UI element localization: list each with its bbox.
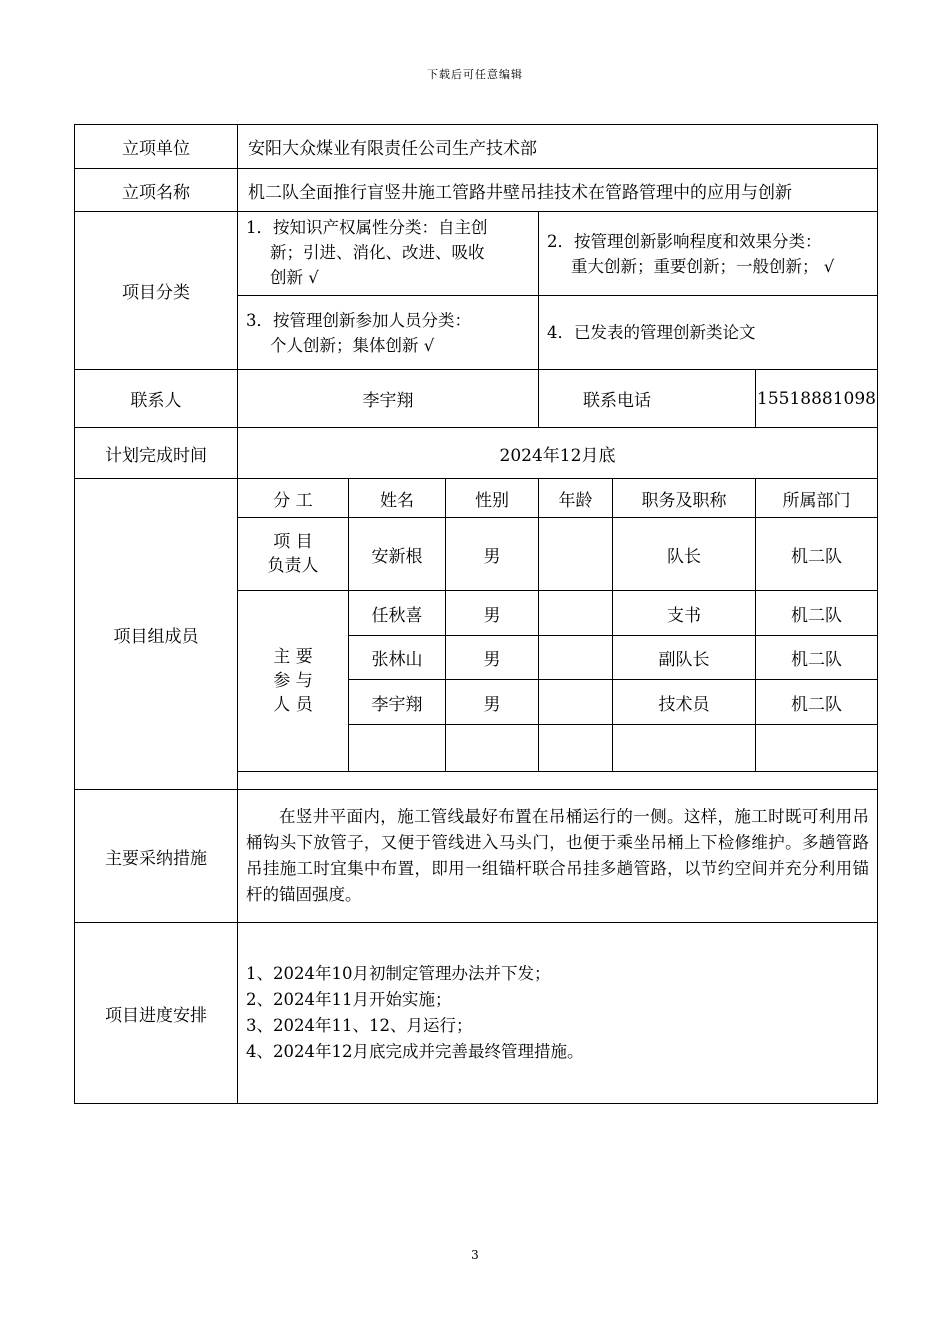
participant-title: 副队长 <box>613 636 756 680</box>
measures-cell <box>238 790 878 923</box>
leader-gender: 男 <box>446 518 539 591</box>
leader-age <box>539 518 613 591</box>
project-form-table <box>74 124 878 1104</box>
header-dept: 所属部门 <box>756 479 878 518</box>
phone-value <box>756 370 878 428</box>
participant-age <box>539 680 613 725</box>
participant-title: 支书 <box>613 591 756 636</box>
phone-label-cell <box>539 370 756 428</box>
members-spacer <box>238 772 878 790</box>
header-name: 姓名 <box>349 479 446 518</box>
leader-role-line1: 项 目 <box>273 532 313 552</box>
participant-gender: 男 <box>446 636 539 680</box>
measures-row <box>75 790 878 923</box>
classification-participants-line1: 3．按管理创新参加人员分类： <box>246 310 471 330</box>
members-label: 项目组成员 <box>75 479 238 790</box>
participant-dept: 机二队 <box>756 680 878 725</box>
name-row <box>75 169 878 212</box>
header-title: 职务及职称 <box>613 479 756 518</box>
leader-role-line2: 负责人 <box>267 556 319 576</box>
participants-role <box>238 591 349 772</box>
unit-value: 安阳大众煤业有限责任公司生产技术部 <box>238 125 878 169</box>
header-age: 年龄 <box>539 479 613 518</box>
participant-title <box>613 725 756 772</box>
header-note: 下载后可任意编辑 <box>427 68 523 81</box>
participants-role-line2: 参 与 <box>273 671 313 691</box>
participant-title: 技术员 <box>613 680 756 725</box>
schedule-row <box>75 923 878 1104</box>
classification-row-1 <box>75 212 878 296</box>
classification-papers <box>539 296 878 370</box>
participant-age <box>539 636 613 680</box>
phone-label: 联系电话 <box>583 391 651 411</box>
participant-name: 任秋喜 <box>349 591 446 636</box>
participant-age <box>539 725 613 772</box>
schedule-item: 2、2024年11月开始实施； <box>246 990 452 1009</box>
classification-impact-line2: 重大创新；重要创新；一般创新； √ <box>571 256 835 276</box>
measures-label: 主要采纳措施 <box>75 790 238 923</box>
leader-dept: 机二队 <box>756 518 878 591</box>
phone-number: 15518881098 <box>757 388 876 409</box>
leader-role <box>238 518 349 591</box>
unit-label: 立项单位 <box>75 125 238 169</box>
contact-row <box>75 370 878 428</box>
participant-name <box>349 725 446 772</box>
classification-ip-line3: 创新 √ <box>270 268 319 287</box>
name-label: 立项名称 <box>75 169 238 212</box>
schedule-cell <box>238 923 878 1104</box>
members-header-row <box>75 479 878 518</box>
classification-participants-line2: 个人创新；集体创新 √ <box>270 335 435 355</box>
header-role: 分 工 <box>238 479 349 518</box>
name-value: 机二队全面推行盲竖井施工管路井壁吊挂技术在管路管理中的应用与创新 <box>238 169 878 212</box>
leader-name: 安新根 <box>349 518 446 591</box>
participant-gender: 男 <box>446 680 539 725</box>
page-number: 3 <box>471 1248 479 1262</box>
schedule-label: 项目进度安排 <box>75 923 238 1104</box>
classification-label: 项目分类 <box>75 212 238 370</box>
participant-dept <box>756 725 878 772</box>
participant-dept: 机二队 <box>756 636 878 680</box>
schedule-item: 4、2024年12月底完成并完善最终管理措施。 <box>246 1042 584 1061</box>
participant-name: 李宇翔 <box>349 680 446 725</box>
contact-label: 联系人 <box>75 370 238 428</box>
classification-papers-line1: 4．已发表的管理创新类论文 <box>547 323 756 342</box>
header-gender: 性别 <box>446 479 539 518</box>
plan-value: 2024年12月底 <box>238 428 878 479</box>
participant-gender <box>446 725 539 772</box>
plan-label: 计划完成时间 <box>75 428 238 479</box>
unit-row <box>75 125 878 169</box>
participant-name: 张林山 <box>349 636 446 680</box>
classification-ip-line2: 新；引进、消化、改进、吸收 <box>270 243 485 262</box>
participant-dept: 机二队 <box>756 591 878 636</box>
leader-title: 队长 <box>613 518 756 591</box>
classification-participants <box>238 296 539 370</box>
measures-text: 在竖井平面内，施工管线最好布置在吊桶运行的一侧。这样，施工时既可利用吊桶钩头下放管子，又便于管线进入马头门，也便于乘坐吊桶上下检修维护。多趟管路吊挂施工时宜集中布置，即用一组锚杆联合吊挂多趟管路，以节约空间并充分利用锚杆的锚固强度。 <box>246 807 869 904</box>
plan-row <box>75 428 878 479</box>
classification-impact-line1: 2．按管理创新影响程度和效果分类： <box>547 231 822 251</box>
classification-ip-line1: 1．按知识产权属性分类：自主创 <box>246 218 488 237</box>
participant-gender: 男 <box>446 591 539 636</box>
participant-age <box>539 591 613 636</box>
schedule-item: 1、2024年10月初制定管理办法并下发； <box>246 964 551 983</box>
classification-impact <box>539 212 878 296</box>
participants-role-line3: 人 员 <box>273 695 313 715</box>
contact-name: 李宇翔 <box>238 370 539 428</box>
schedule-item: 3、2024年11、12、月运行； <box>246 1016 473 1035</box>
classification-ip <box>238 212 539 296</box>
participants-role-line1: 主 要 <box>273 647 313 667</box>
